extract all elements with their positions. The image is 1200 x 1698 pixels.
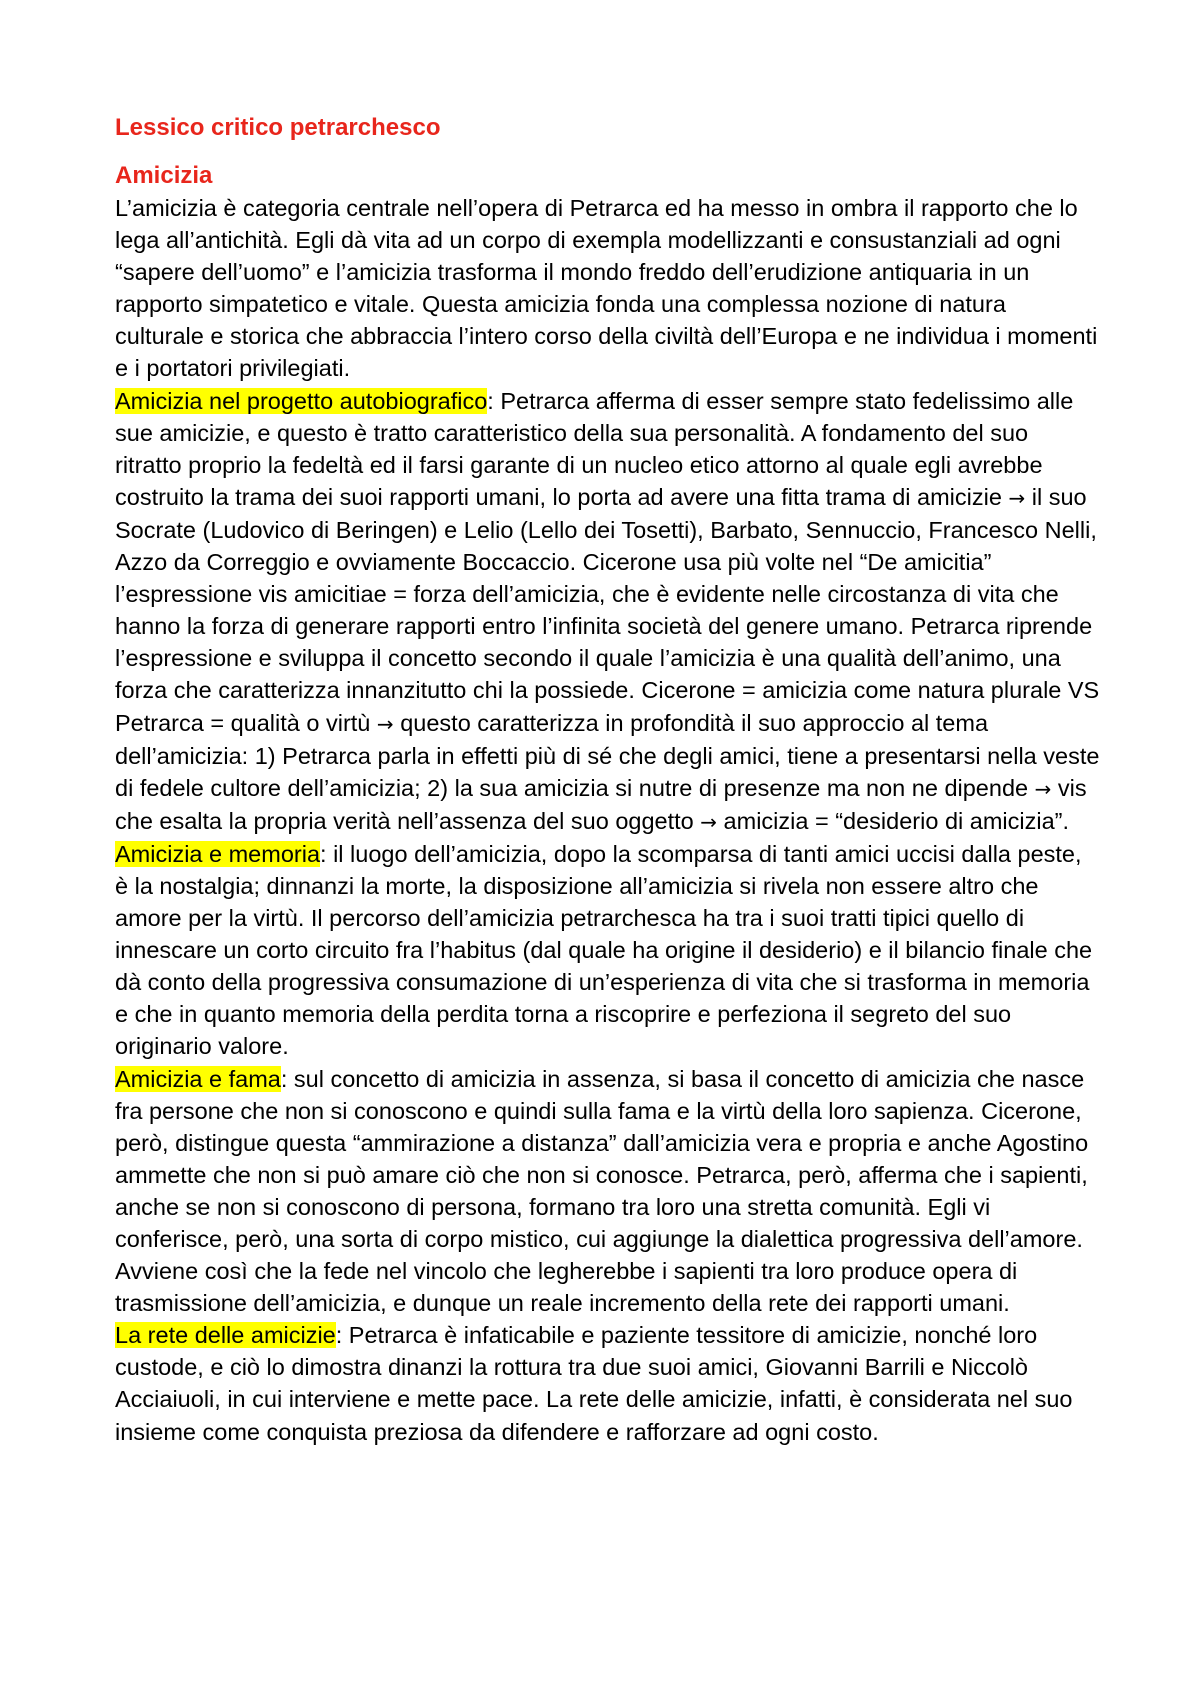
section-title: Amicizia xyxy=(115,162,213,189)
text-segment: : sul concetto di amicizia in assenza, si basa il concetto di amicizia che nasce fra persone che non si conoscono e quindi sulla fama e la virtù della loro sapienza. Cicerone, però, distingue questa “ammirazione a distanza” dall’amicizia vera e propria e anche Agostino ammette che non si può amare ciò che non si conosce. Petrarca, però, afferma che i sapienti, anche se non si conoscono di persona, formano tra loro una stretta comunità. Egli vi conferisce, però, una sorta di corpo mistico, cui aggiunge la dialettica progressiva dell’amore. Avviene così che la fede nel vincolo che legherebbe i sapienti tra loro produce opera di trasmissione dell’amicizia, e dunque un reale incremento della rete dei rapporti umani. xyxy=(115,1065,1089,1317)
paragraph-memoria xyxy=(115,838,1100,1063)
highlighted-heading-fama: Amicizia e fama xyxy=(115,1065,281,1092)
text-segment: : Petrarca afferma di esser sempre stato fedelissimo alle sue amicizie, e questo è tratto caratteristico della sua personalità. A fondamento del suo ritratto proprio la fedeltà ed il farsi garante di un nucleo etico attorno al quale egli avrebbe costruito la trama dei suoi rapporti umani, lo porta ad avere una fitta trama di amicizie xyxy=(115,387,1074,510)
arrow-icon: → xyxy=(700,809,718,834)
highlighted-heading-memoria: Amicizia e memoria xyxy=(115,840,321,867)
arrow-icon: → xyxy=(376,711,394,736)
highlighted-heading-autobiografico: Amicizia nel progetto autobiografico xyxy=(115,387,488,414)
text-segment: vis che esalta la propria verità nell’assenza del suo oggetto xyxy=(115,774,1087,834)
highlighted-heading-rete: La rete delle amicizie xyxy=(115,1322,336,1349)
paragraph-fama xyxy=(115,1063,1100,1320)
text-segment: amicizia = “desiderio di amicizia”. xyxy=(717,807,1069,834)
intro-paragraph: L’amicizia è categoria centrale nell’opera di Petrarca ed ha messo in ombra il rapporto che lo lega all’antichità. Egli dà vita ad un corpo di exempla modellizzanti e consustanziali ad ogni “sapere dell’uomo” e l’amicizia trasforma il mondo freddo dell’erudizione antiquaria in un rapporto simpatetico e vitale. Questa amicizia fonda una complessa nozione di natura culturale e storica che abbraccia l’intero corso della civiltà dell’Europa e ne individua i momenti e i portatori privilegiati. xyxy=(115,195,1098,382)
text-segment: il suo Socrate (Ludovico di Beringen) e Lelio (Lello dei Tosetti), Barbato, Sennuccio, Francesco Nelli, Azzo da Correggio e ovviamente Boccaccio. Cicerone usa più volte nel “De amicitia” l’espressione vis amicitiae = forza dell’amicizia, che è evidente nelle circostanza di vita che hanno la forza di generare rapporti entro l’infinita società del genere umano. Petrarca riprende l’espressione e sviluppa il concetto secondo il quale l’amicizia è una qualità dell’animo, una forza che caratterizza innanzitutto chi la possiede. Cicerone = amicizia come natura plurale VS Petrarca = qualità o virtù xyxy=(115,483,1100,736)
text-segment: questo caratterizza in profondità il suo approccio al tema dell’amicizia: 1) Petrarca parla in effetti più di sé che degli amici, tiene a presentarsi nella veste di fedele cultore dell’amicizia; 2) la sua amicizia si nutre di presenze ma non ne dipende xyxy=(115,709,1100,801)
document-body xyxy=(115,112,1100,1448)
paragraph-autobiografico xyxy=(115,385,1100,838)
text-segment: : il luogo dell’amicizia, dopo la scomparsa di tanti amici uccisi dalla peste, è la nostalgia; dinnanzi la morte, la disposizione all’amicizia si rivela non essere altro che amore per la virtù. Il percorso dell’amicizia petrarchesca ha tra i suoi tratti tipici quello di innescare un corto circuito fra l’habitus (dal quale ha origine il desiderio) e il bilancio finale che dà conto della progressiva consumazione di un’esperienza di vita che si trasforma in memoria e che in quanto memoria della perdita torna a riscoprire e perfeziona il segreto del suo originario valore. xyxy=(115,840,1093,1060)
text-segment: : Petrarca è infaticabile e paziente tessitore di amicizie, nonché loro custode, e ciò lo dimostra dinanzi la rottura tra due suoi amici, Giovanni Barrili e Niccolò Acciaiuoli, in cui interviene e mette pace. La rete delle amicizie, infatti, è considerata nel suo insieme come conquista preziosa da difendere e rafforzare ad ogni costo. xyxy=(115,1322,1073,1445)
paragraph-rete xyxy=(115,1319,1100,1447)
arrow-icon: → xyxy=(1034,776,1052,801)
document-title: Lessico critico petrarchesco xyxy=(115,114,441,141)
arrow-icon: → xyxy=(1008,485,1026,510)
